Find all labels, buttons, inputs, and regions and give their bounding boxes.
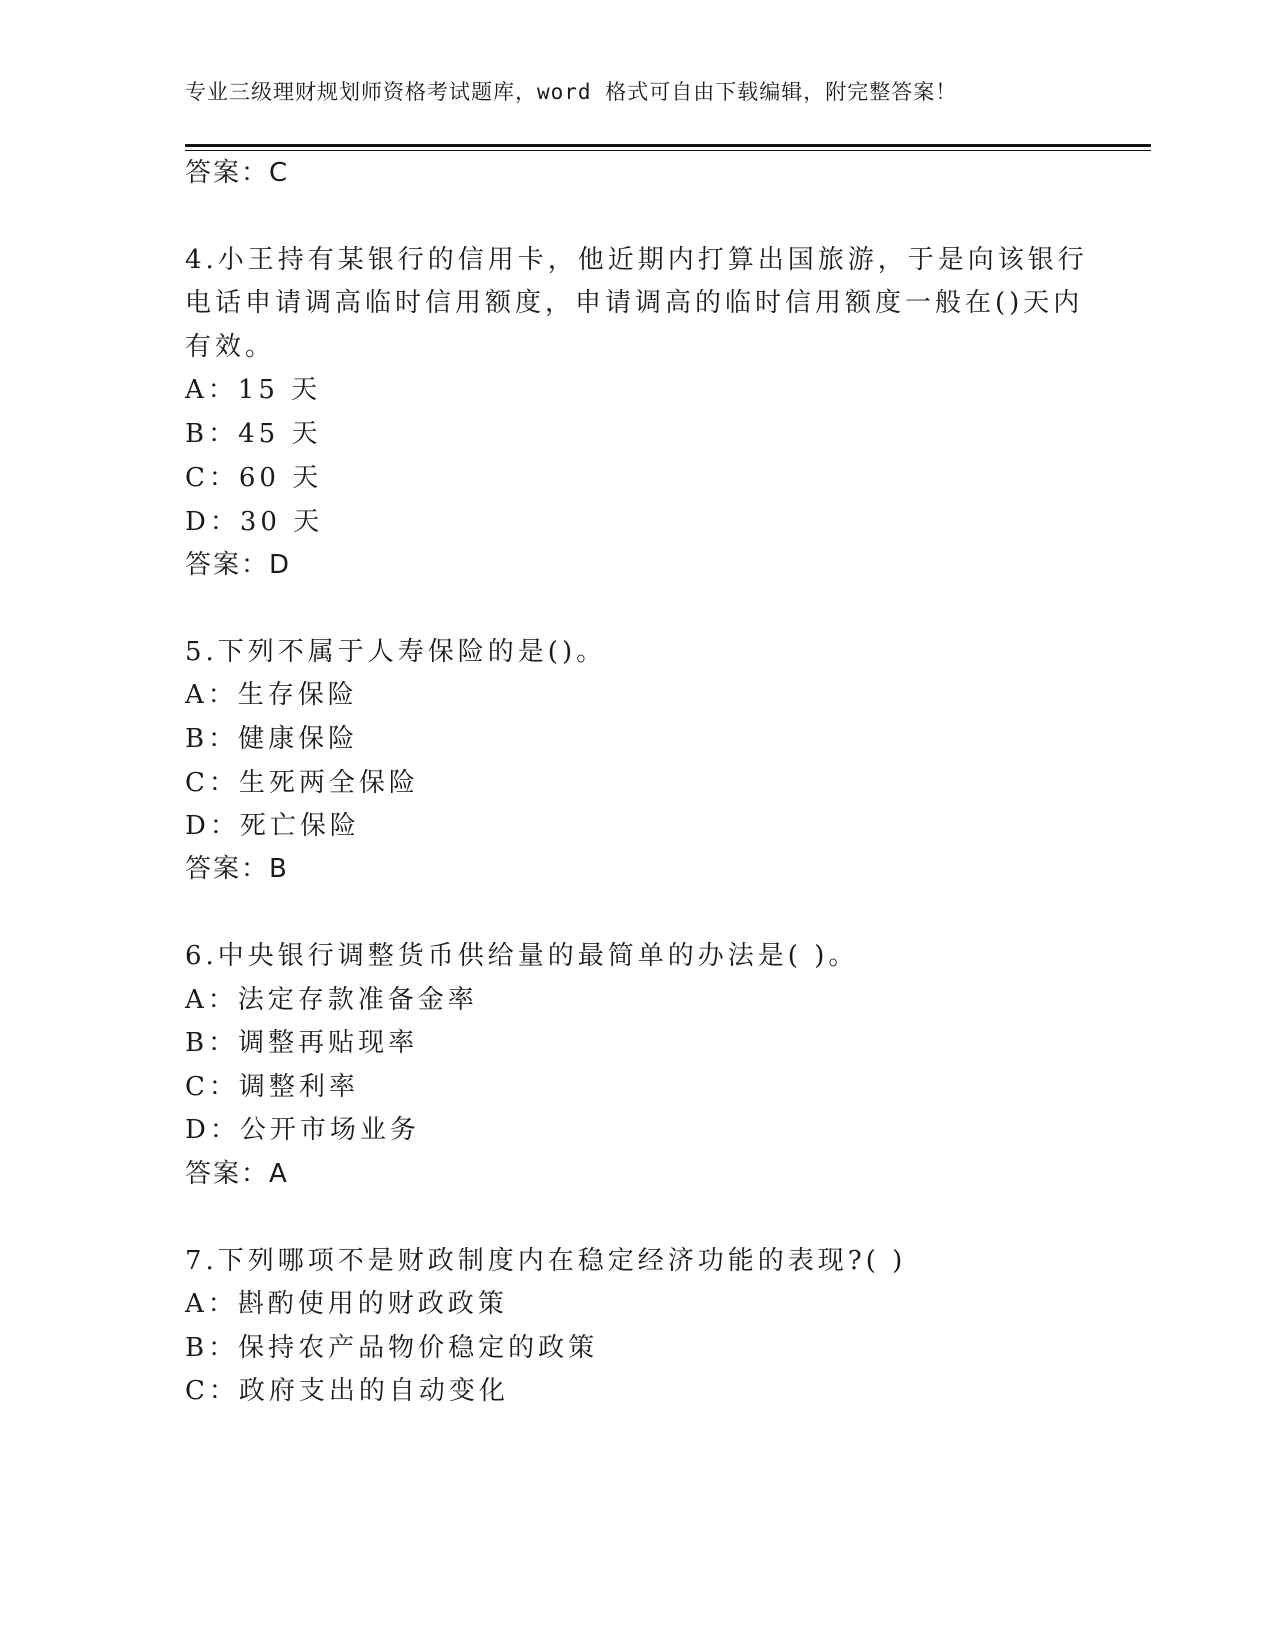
question-5-option-b: B：健康保险 [185, 724, 359, 754]
question-7-option-b: B：保持农产品物价稳定的政策 [185, 1333, 599, 1363]
answer-q6: 答案：A [185, 1159, 289, 1189]
question-5-option-c: C：生死两全保险 [185, 768, 419, 798]
header-rule-thin [185, 150, 1151, 151]
page-header: 专业三级理财规划师资格考试题库，word 格式可自由下载编辑，附完整答案！ [185, 80, 958, 104]
answer-q3: 答案：C [185, 158, 290, 188]
question-4-option-d: D：30 天 [185, 507, 324, 537]
question-6-option-c: C：调整利率 [185, 1072, 359, 1102]
question-4-option-a: A：15 天 [185, 375, 322, 405]
question-6-stem: 6.中央银行调整货币供给量的最简单的办法是( )。 [185, 941, 859, 971]
question-4-stem-line-2: 电话申请调高临时信用额度，申请调高的临时信用额度一般在()天内 [185, 288, 1084, 318]
question-5-option-d: D：死亡保险 [185, 811, 360, 841]
question-7-stem: 7.下列哪项不是财政制度内在稳定经济功能的表现?( ) [185, 1246, 907, 1276]
question-4-option-c: C：60 天 [185, 463, 323, 493]
question-6-option-b: B：调整再贴现率 [185, 1028, 419, 1058]
header-rule-thick [185, 144, 1151, 147]
question-5-stem: 5.下列不属于人寿保险的是()。 [185, 637, 607, 667]
question-4-stem-line-3: 有效。 [185, 332, 276, 362]
question-5-option-a: A：生存保险 [185, 680, 358, 710]
question-7-option-c: C：政府支出的自动变化 [185, 1376, 509, 1406]
question-4-stem-line-1: 4.小王持有某银行的信用卡，他近期内打算出国旅游，于是向该银行 [185, 245, 1088, 275]
question-7-option-a: A：斟酌使用的财政政策 [185, 1289, 508, 1319]
answer-q5: 答案：B [185, 854, 289, 884]
answer-q4: 答案：D [185, 550, 292, 580]
question-6-option-d: D：公开市场业务 [185, 1115, 420, 1145]
question-6-option-a: A：法定存款准备金率 [185, 985, 478, 1015]
question-4-option-b: B：45 天 [185, 419, 322, 449]
